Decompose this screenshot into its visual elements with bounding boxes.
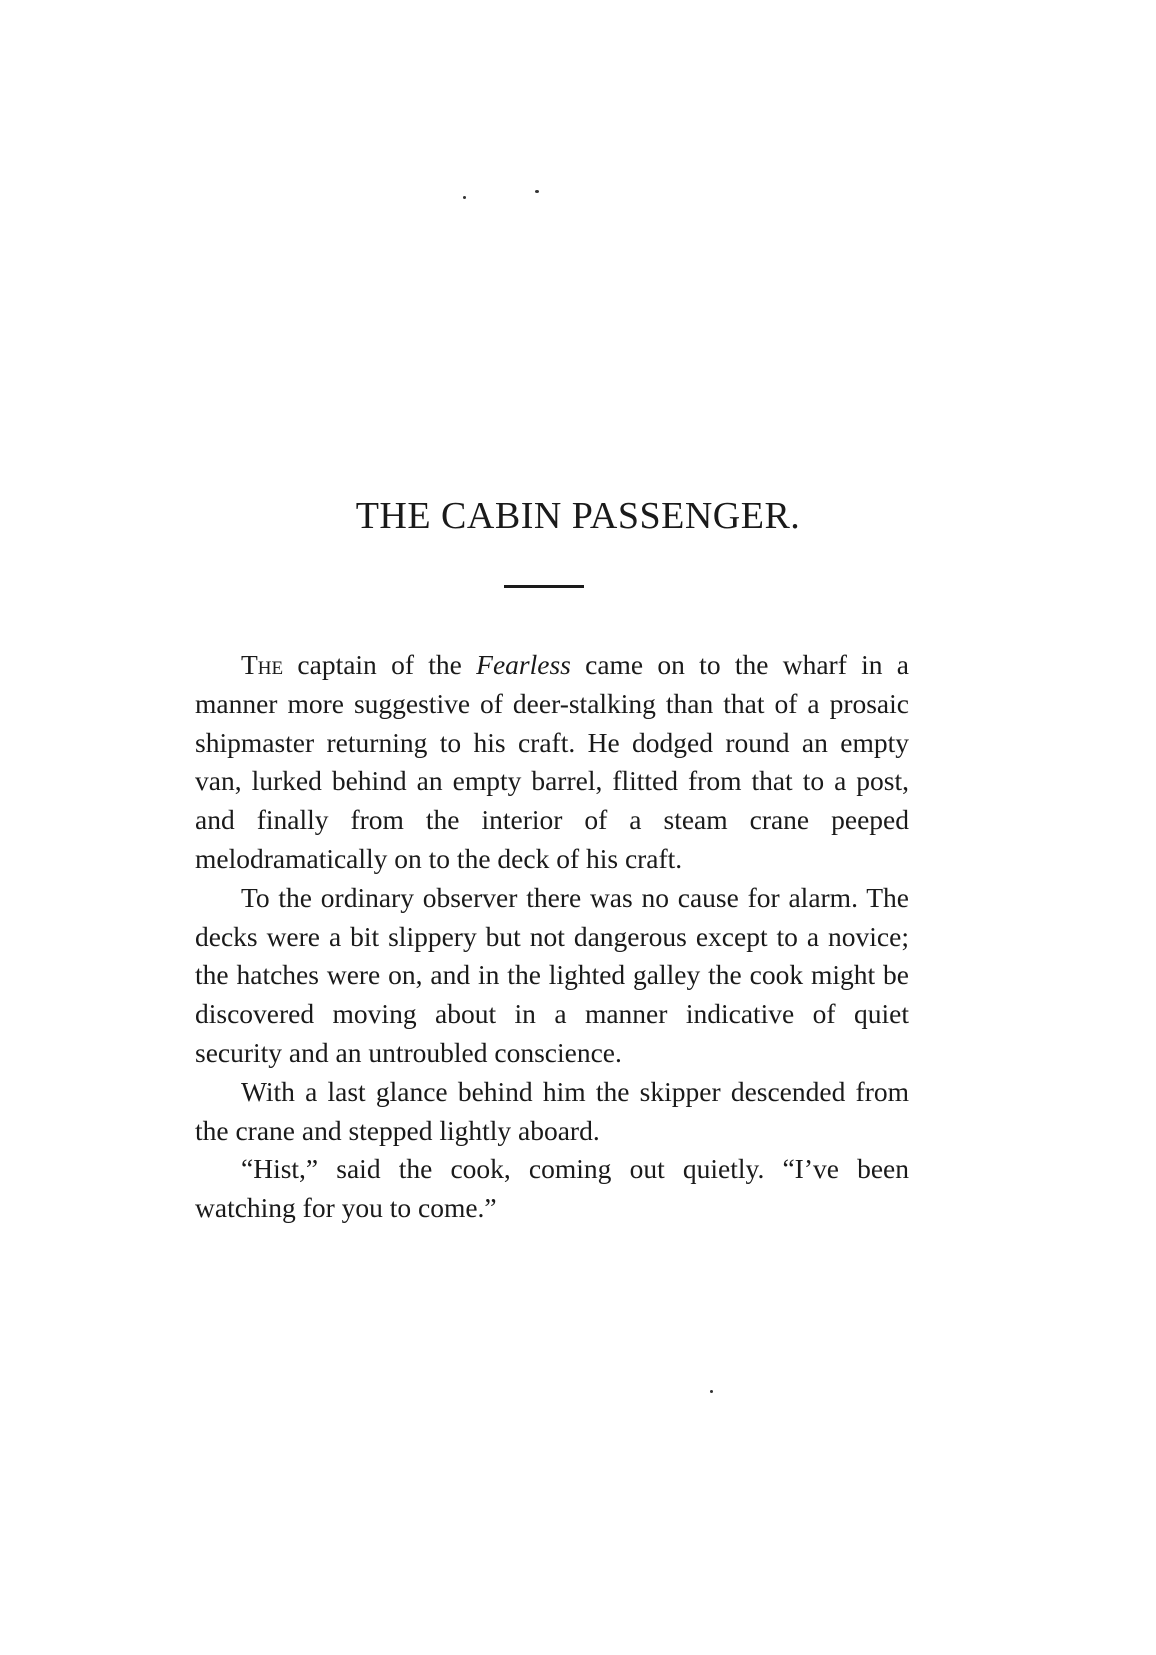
paragraph: With a last glance behind him the skipper descended from the crane and stepped lightly aboard. xyxy=(195,1075,909,1146)
scan-speck xyxy=(710,1390,713,1393)
scan-speck xyxy=(535,190,539,193)
chapter-title: THE CABIN PASSENGER. xyxy=(355,495,801,537)
paragraph: To the ordinary observer there was no cause for alarm. The decks were a bit slippery but not dangerous except to a novice; the hatches were on, and in the lighted galley the cook might be discovered moving about in a manner indicative of quiet security and an untroubled conscience. xyxy=(195,881,909,1068)
scan-speck xyxy=(463,196,466,199)
paragraph-text: captain of the xyxy=(283,649,477,680)
ship-name: Fearless xyxy=(476,649,571,680)
paragraph-text: came on to the wharf in a manner more suggestive of deer-stalking than that of a prosaic shipmaster returning to his craft. He dodged round an empty van, lurked behind an empty barrel, flitted from that to a post, and finally from the interior of a steam crane peeped melodramatically on to the deck of his craft. xyxy=(195,649,909,874)
title-rule xyxy=(504,585,584,588)
paragraph: “Hist,” said the cook, coming out quietly. “I’ve been watching for you to come.” xyxy=(195,1153,909,1224)
lead-word: The xyxy=(241,649,284,680)
paragraph xyxy=(195,646,909,879)
chapter-body xyxy=(195,646,909,1228)
